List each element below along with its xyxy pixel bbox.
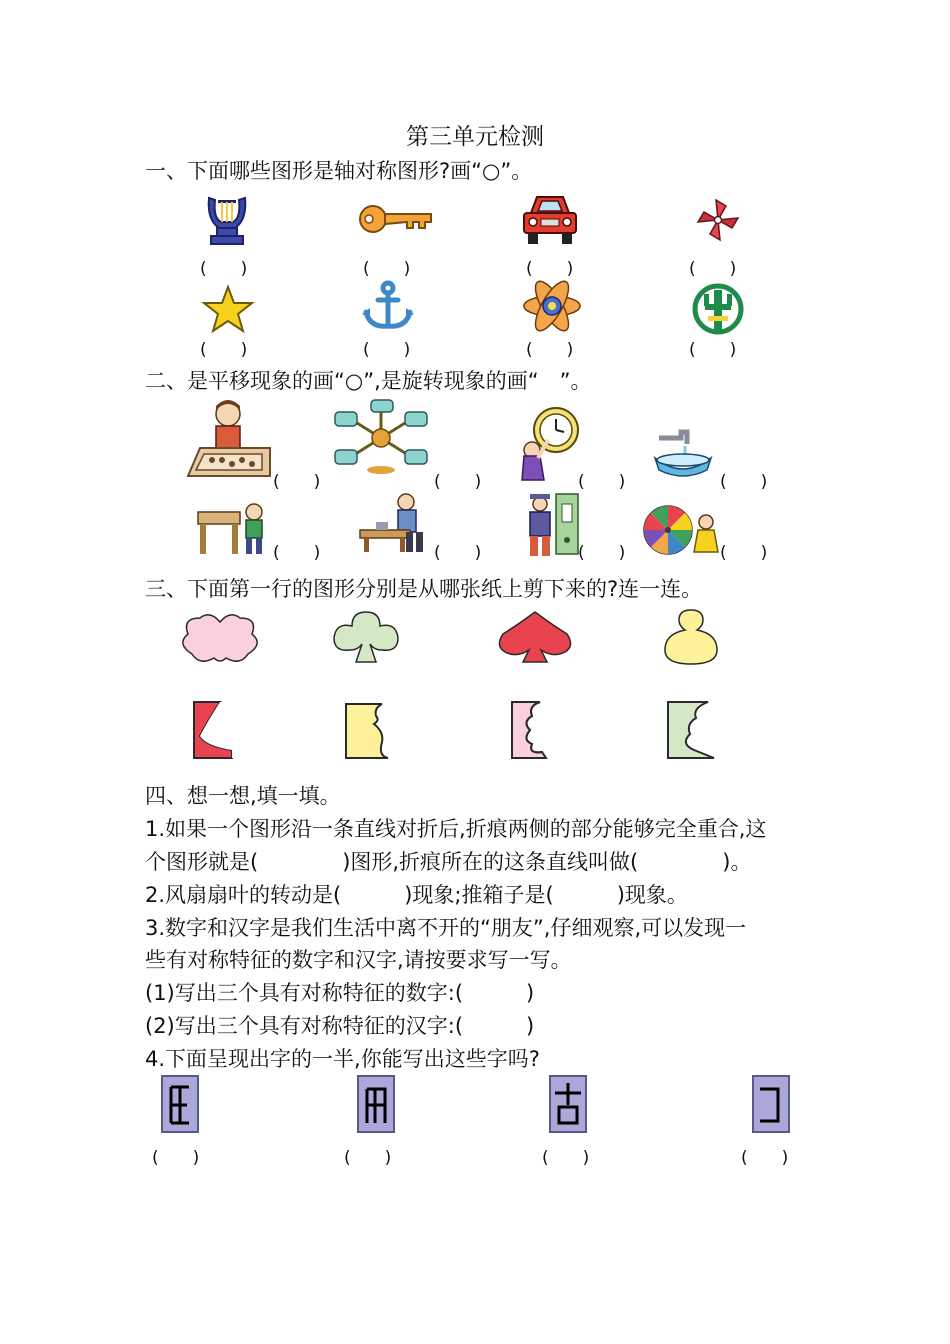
answer-paren: ( ) <box>200 340 248 360</box>
half-char-card <box>752 1075 790 1133</box>
star-icon <box>201 284 255 334</box>
answer-paren: ( ) <box>363 340 411 360</box>
faucet-icon <box>651 424 715 480</box>
question-4: 4.下面呈现出字的一半,你能写出这些字吗? <box>145 1047 540 1071</box>
half-char-card <box>161 1075 199 1133</box>
answer-paren: ( ) <box>689 340 737 360</box>
question-3-line2: 些有对称特征的数字和汉字,请按要求写一写。 <box>145 948 572 972</box>
paper-club-half <box>666 700 718 760</box>
question-1-line1: 1.如果一个图形沿一条直线对折后,折痕两侧的部分能够完全重合,这 <box>145 817 767 841</box>
spinning-wheel-icon <box>642 504 722 558</box>
answer-paren: ( ) <box>273 543 321 563</box>
question-1-line2: 个图形就是( )图形,折痕所在的这条直线叫做( )。 <box>145 850 752 874</box>
anchor-icon <box>360 280 416 332</box>
woodwork-icon <box>358 492 434 556</box>
answer-paren: ( ) <box>689 259 737 279</box>
section2-heading: 二、是平移现象的画“○”,是旋转现象的画“ ”。 <box>145 369 592 393</box>
half-char-glyph <box>163 1077 197 1131</box>
switch-worker-icon <box>524 492 582 560</box>
answer-paren: ( ) <box>578 472 626 492</box>
answer-paren: ( ) <box>741 1148 789 1168</box>
answer-paren: ( ) <box>200 259 248 279</box>
abacus-child-icon <box>186 398 272 480</box>
answer-paren: ( ) <box>434 472 482 492</box>
question-3-line1: 3.数字和汉字是我们生活中离不开的“朋友”,仔细观察,可以发现一 <box>145 916 747 940</box>
spade-shape <box>495 610 575 666</box>
section3-heading: 三、下面第一行的图形分别是从哪张纸上剪下来的?连一连。 <box>145 577 703 601</box>
gourd-shape <box>661 606 721 668</box>
answer-paren: ( ) <box>273 472 321 492</box>
half-char-glyph <box>551 1077 585 1131</box>
question-3-a: (1)写出三个具有对称特征的数字:( ) <box>145 981 535 1005</box>
carousel-icon <box>331 398 431 478</box>
atom-icon <box>522 278 582 334</box>
half-char-glyph <box>754 1077 788 1131</box>
club-shape <box>328 608 404 666</box>
paper-gourd-half <box>344 702 392 760</box>
bank-logo-icon <box>690 282 746 336</box>
answer-paren: ( ) <box>526 340 574 360</box>
answer-paren: ( ) <box>578 543 626 563</box>
section1-heading: 一、下面哪些图形是轴对称图形?画“○”。 <box>145 159 533 183</box>
paper-spade-half <box>192 700 244 760</box>
answer-paren: ( ) <box>344 1148 392 1168</box>
page-title: 第三单元检测 <box>406 124 544 150</box>
answer-paren: ( ) <box>720 543 768 563</box>
answer-paren: ( ) <box>720 472 768 492</box>
question-2: 2.风扇扇叶的转动是( )现象;推箱子是( )现象。 <box>145 883 688 907</box>
desk-child-icon <box>196 500 270 558</box>
half-char-card <box>357 1075 395 1133</box>
half-char-card <box>549 1075 587 1133</box>
pinwheel-icon <box>696 198 740 242</box>
answer-paren: ( ) <box>542 1148 590 1168</box>
key-icon <box>357 202 435 236</box>
question-3-b: (2)写出三个具有对称特征的汉字:( ) <box>145 1014 535 1038</box>
answer-paren: ( ) <box>434 543 482 563</box>
half-char-glyph <box>359 1077 393 1131</box>
answer-paren: ( ) <box>152 1148 200 1168</box>
car-icon <box>521 191 579 247</box>
clock-child-icon <box>518 406 582 482</box>
lyre-icon <box>203 190 251 248</box>
paper-cloud-half <box>510 700 562 760</box>
cloud-shape <box>178 610 262 666</box>
answer-paren: ( ) <box>526 259 574 279</box>
answer-paren: ( ) <box>363 259 411 279</box>
section4-heading: 四、想一想,填一填。 <box>145 784 341 808</box>
